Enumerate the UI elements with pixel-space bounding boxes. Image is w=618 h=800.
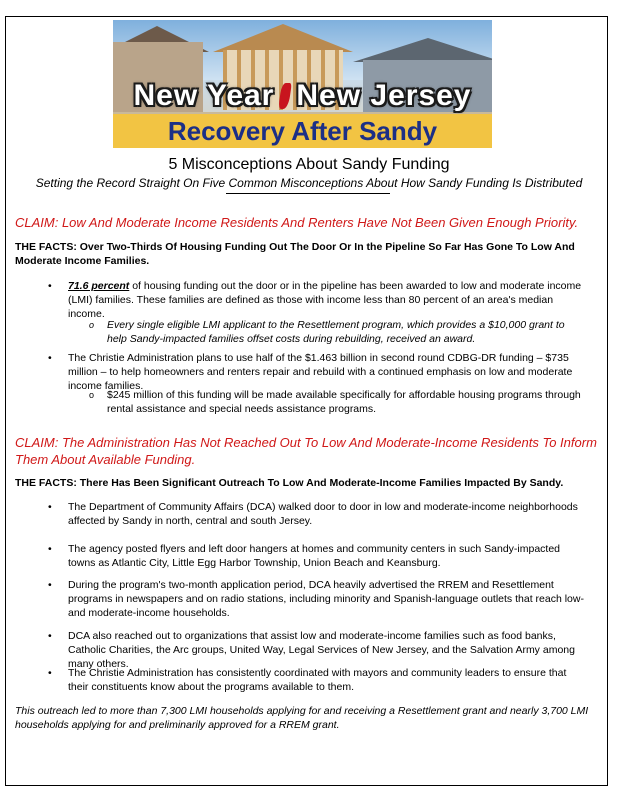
closing-note: This outreach led to more than 7,300 LMI households applying for and receiving a Resettlement grant and nearly 3,700 LMI households applying for and preliminarily approved for a RREM grant. bbox=[15, 705, 589, 731]
facts-1: THE FACTS: Over Two-Thirds Of Housing Funding Out The Door Or In the Pipeline So Far Has Gone To Low And Moderate Income Families. bbox=[15, 241, 575, 267]
stat-highlight: 71.6 percent bbox=[68, 280, 130, 292]
banner-headline bbox=[113, 78, 492, 114]
sub-list-item-text: $245 million of this funding will be made available specifically for affordable housing programs through rental assistance and special needs assistance programs. bbox=[107, 389, 581, 415]
banner-text-new-year: New Year bbox=[133, 79, 275, 112]
sub-bullet-icon: o bbox=[89, 390, 95, 400]
header-banner bbox=[113, 20, 492, 148]
title-rule bbox=[226, 193, 390, 194]
list-item bbox=[48, 279, 588, 321]
sub-list-item bbox=[89, 388, 587, 416]
page-subtitle: Setting the Record Straight On Five Common Misconceptions About How Sandy Funding Is Distributed bbox=[35, 176, 583, 190]
list-item bbox=[48, 666, 588, 694]
banner-text-new-jersey: New Jersey bbox=[296, 79, 472, 112]
list-item bbox=[48, 351, 588, 393]
bullet-icon: • bbox=[48, 501, 52, 513]
sub-list-item bbox=[89, 318, 587, 346]
claim-1: CLAIM: Low And Moderate Income Residents And Renters Have Not Been Given Enough Priority. bbox=[15, 215, 579, 230]
bullet-icon: • bbox=[48, 579, 52, 591]
list-item bbox=[48, 542, 588, 570]
list-item-text: The agency posted flyers and left door hangers at homes and community centers in such Sandy-impacted towns as Atlantic City, Little Egg Harbor Township, Union Beach and Keansburg. bbox=[68, 543, 561, 569]
page-title: 5 Misconceptions About Sandy Funding bbox=[168, 156, 450, 173]
bullet-icon: • bbox=[48, 667, 52, 679]
list-item bbox=[48, 629, 588, 671]
house-roof bbox=[213, 24, 353, 52]
list-item-text: DCA also reached out to organizations that assist low and moderate-income families such as food banks, Catholic Charities, the Arc groups, United Way, Legal Services of New Jersey, and the Salvation Army among many others. bbox=[68, 630, 575, 670]
list-item bbox=[48, 578, 588, 620]
bullet-icon: • bbox=[48, 352, 52, 364]
list-item-text: The Christie Administration plans to use half of the $1.463 billion in second round CDBG-DR funding – $735 million – to help homeowners and renters repair and rebuild with a continued emphasis on low and moderate income families. bbox=[68, 352, 573, 392]
bullet-icon: • bbox=[48, 630, 52, 642]
house-roof bbox=[353, 38, 492, 62]
list-item-text: During the program's two-month application period, DCA heavily advertised the RREM and Resettlement programs in newspapers and on radio stations, including minority and Spanish-language outlets that reach low- and moderate-income households. bbox=[68, 579, 584, 619]
sub-list-item-text: Every single eligible LMI applicant to the Resettlement program, which provides a $10,000 grant to help Sandy-impacted families offset costs during rebuilding, received an award. bbox=[107, 319, 565, 345]
claim-2: CLAIM: The Administration Has Not Reached Out To Low And Moderate-Income Residents To Inform Them About Available Funding. bbox=[15, 435, 597, 467]
list-item-text: of housing funding out the door or in the pipeline has been awarded to low and moderate income (LMI) families. These families are defined as those with income less than 80 percent of an area's median income. bbox=[68, 280, 582, 320]
facts-2: THE FACTS: There Has Been Significant Outreach To Low And Moderate-Income Families Impacted By Sandy. bbox=[15, 477, 564, 489]
bullet-icon: • bbox=[48, 543, 52, 555]
banner-subheadline: Recovery After Sandy bbox=[113, 114, 492, 148]
nj-state-icon bbox=[279, 83, 293, 109]
sub-bullet-icon: o bbox=[89, 320, 95, 330]
bullet-icon: • bbox=[48, 280, 52, 292]
list-item bbox=[48, 500, 588, 528]
list-item-text: The Christie Administration has consistently coordinated with mayors and community leaders to ensure that their constituents know about the programs available to them. bbox=[68, 667, 567, 693]
list-item-text: The Department of Community Affairs (DCA) walked door to door in low and moderate-income neighborhoods affected by Sandy in north, central and south Jersey. bbox=[68, 501, 578, 527]
